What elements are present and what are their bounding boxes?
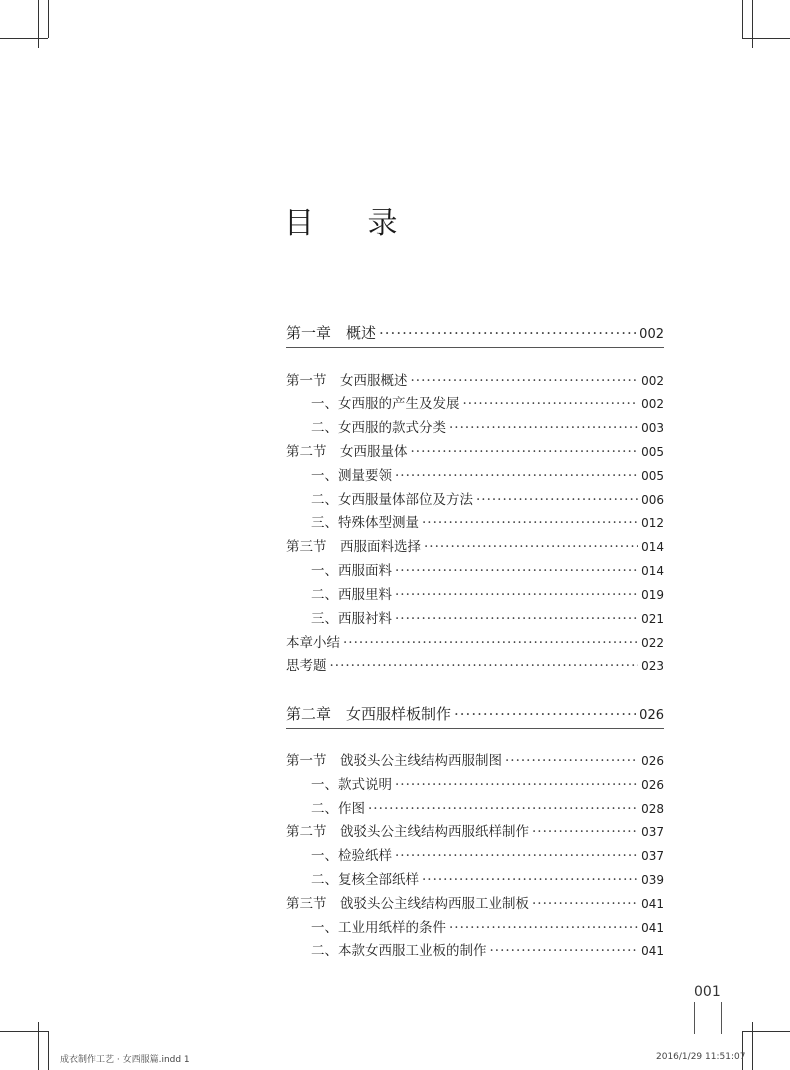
crop-mark — [38, 1022, 39, 1070]
dot-leader — [449, 417, 638, 439]
crop-mark — [48, 0, 49, 38]
crop-mark — [752, 0, 753, 48]
folio-frame — [694, 1002, 722, 1034]
crop-mark — [38, 0, 39, 48]
toc-page-number: 026 — [641, 778, 664, 792]
dot-leader — [476, 489, 638, 511]
page-title: 目 录 — [284, 206, 420, 242]
toc-label: 二、西服里料 — [311, 587, 392, 603]
toc-item — [311, 798, 664, 820]
dot-leader — [343, 632, 638, 654]
toc-page-number: 002 — [641, 374, 664, 388]
toc-section — [286, 821, 664, 843]
toc-chapter-1 — [286, 322, 664, 344]
dot-leader — [379, 322, 636, 344]
toc-page-number: 037 — [641, 849, 664, 863]
chapter-rule — [286, 347, 664, 348]
toc-page-number: 028 — [641, 802, 664, 816]
toc-item — [311, 608, 664, 630]
toc-page-number: 041 — [641, 944, 664, 958]
toc-label: 二、本款女西服工业板的制作 — [311, 943, 487, 959]
toc-item — [311, 560, 664, 582]
toc-label: 三、特殊体型测量 — [311, 515, 419, 531]
toc-page-number: 023 — [641, 659, 664, 673]
dot-leader — [395, 774, 638, 796]
toc-label: 第一节 女西服概述 — [286, 373, 408, 389]
toc-page-number: 005 — [641, 469, 664, 483]
dot-leader — [411, 441, 639, 463]
toc-item — [311, 845, 664, 867]
toc-label: 本章小结 — [286, 635, 340, 651]
toc-item — [311, 489, 664, 511]
dot-leader — [330, 655, 639, 677]
toc-section — [286, 632, 664, 654]
dot-leader — [395, 608, 638, 630]
toc-page-number: 014 — [641, 564, 664, 578]
toc-label: 一、女西服的产生及发展 — [311, 396, 460, 412]
toc-section — [286, 441, 664, 463]
chapter-rule — [286, 728, 664, 729]
toc-section — [286, 655, 664, 677]
toc-page-number: 019 — [641, 588, 664, 602]
dot-leader — [411, 370, 639, 392]
toc-section — [286, 536, 664, 558]
toc-page-number: 039 — [641, 873, 664, 887]
toc-label: 第二节 戗驳头公主线结构西服纸样制作 — [286, 824, 529, 840]
crop-mark — [742, 1031, 790, 1032]
page-number: 001 — [694, 984, 721, 1000]
toc-item — [311, 584, 664, 606]
dot-leader — [368, 798, 638, 820]
crop-mark — [0, 38, 48, 39]
toc-page-number: 002 — [639, 327, 664, 342]
toc-label: 第二节 女西服量体 — [286, 444, 408, 460]
toc-item — [311, 917, 664, 939]
toc-label: 二、女西服的款式分类 — [311, 420, 446, 436]
crop-mark — [48, 1031, 49, 1070]
toc-label: 二、作图 — [311, 801, 365, 817]
crop-mark — [0, 1031, 48, 1032]
dot-leader — [422, 512, 638, 534]
dot-leader — [454, 703, 636, 725]
toc-page-number: 037 — [641, 825, 664, 839]
dot-leader — [532, 821, 638, 843]
toc-page-number: 014 — [641, 540, 664, 554]
toc-page-number: 026 — [639, 708, 664, 723]
toc-label: 第二章 女西服样板制作 — [286, 705, 452, 723]
toc-item — [311, 774, 664, 796]
toc-label: 二、复核全部纸样 — [311, 872, 419, 888]
toc-page-number: 041 — [641, 921, 664, 935]
dot-leader — [463, 393, 639, 415]
toc-item — [311, 940, 664, 962]
crop-mark — [742, 1031, 743, 1070]
toc-item — [311, 417, 664, 439]
toc-label: 第一节 戗驳头公主线结构西服制图 — [286, 753, 502, 769]
toc-item — [311, 869, 664, 891]
dot-leader — [505, 750, 638, 772]
toc-label: 一、测量要领 — [311, 468, 392, 484]
toc-page-number: 022 — [641, 636, 664, 650]
toc-label: 第三节 西服面料选择 — [286, 539, 421, 555]
toc-item — [311, 512, 664, 534]
toc-page-number: 003 — [641, 421, 664, 435]
dot-leader — [395, 560, 638, 582]
slug-filename: 成衣制作工艺 · 女西服篇.indd 1 — [60, 1055, 190, 1065]
toc-label: 一、工业用纸样的条件 — [311, 920, 446, 936]
toc-item — [311, 393, 664, 415]
crop-mark — [742, 38, 790, 39]
toc-label: 一、检验纸样 — [311, 848, 392, 864]
crop-mark — [742, 0, 743, 38]
dot-leader — [395, 845, 638, 867]
toc-label: 三、西服衬料 — [311, 611, 392, 627]
toc-page-number: 041 — [641, 897, 664, 911]
toc-label: 一、款式说明 — [311, 777, 392, 793]
toc-page-number: 006 — [641, 493, 664, 507]
toc-page-number: 026 — [641, 754, 664, 768]
toc-page-number: 012 — [641, 516, 664, 530]
toc-section — [286, 893, 664, 915]
dot-leader — [449, 917, 638, 939]
toc-label: 第一章 概述 — [286, 324, 377, 342]
dot-leader — [395, 465, 638, 487]
dot-leader — [490, 940, 639, 962]
slug-timestamp: 2016/1/29 11:51:07 — [656, 1052, 746, 1062]
toc-chapter-2 — [286, 703, 664, 725]
toc-page-number: 005 — [641, 445, 664, 459]
dot-leader — [532, 893, 638, 915]
toc-label: 二、女西服量体部位及方法 — [311, 492, 473, 508]
crop-mark — [752, 1022, 753, 1070]
toc-section — [286, 370, 664, 392]
toc-page-number: 002 — [641, 397, 664, 411]
dot-leader — [422, 869, 638, 891]
toc-label: 思考题 — [286, 658, 327, 674]
toc-label: 第三节 戗驳头公主线结构西服工业制板 — [286, 896, 529, 912]
dot-leader — [424, 536, 638, 558]
dot-leader — [395, 584, 638, 606]
toc-item — [311, 465, 664, 487]
toc-section — [286, 750, 664, 772]
toc-label: 一、西服面料 — [311, 563, 392, 579]
toc-page-number: 021 — [641, 612, 664, 626]
